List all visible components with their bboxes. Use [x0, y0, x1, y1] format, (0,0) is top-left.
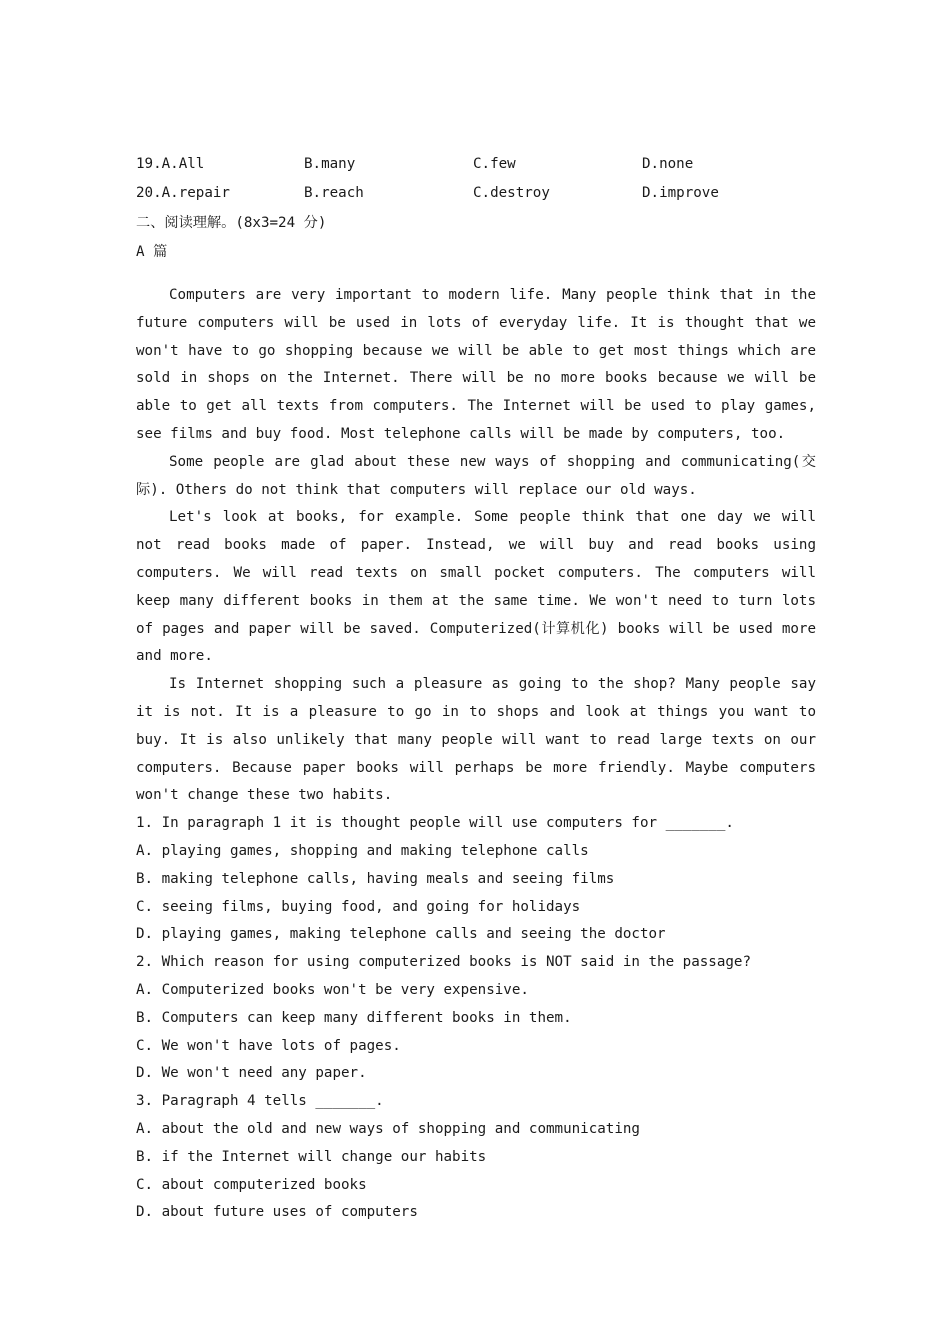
paragraph-4: Is Internet shopping such a pleasure as going to the shop? Many people say it is not. It is a pleasure to go in to shops and look at things you want to buy. It is also unlikely that many people will want to read large texts on our computers. Because paper books will perhaps be more friendly. Maybe computers won't change these two habits. — [136, 676, 816, 804]
section-title: 二、阅读理解。(8x3=24 分) — [136, 215, 327, 231]
paragraph-1: Computers are very important to modern life. Many people think that in the future computers will be used in lots of everyday life. It is thought that we won't have to go shopping because we will be able to get most things which are sold in shops on the Internet. There will be no more books because we will be able to get all texts from computers. The Internet will be used to play games, see films and buy food. Most telephone calls will be made by computers, too. — [136, 287, 816, 442]
question-3 — [136, 1088, 816, 1227]
q19-option-a — [136, 151, 304, 179]
paragraph-3: Let's look at books, for example. Some people think that one day we will not read books made of paper. Instead, we will buy and read books using computers. We will read texts on small pocket computers. The computers will keep many different books in them at the same time. We won't need to turn lots of pages and paper will be saved. Computerized(计算机化) books will be used more and more. — [136, 509, 816, 665]
q19-option-d: D.none — [642, 155, 694, 172]
question-3-option-c: C. about computerized books — [136, 1176, 367, 1193]
passage-body — [136, 282, 816, 810]
question-20-options — [136, 180, 816, 210]
question-3-option-b: B. if the Internet will change our habits — [136, 1148, 487, 1165]
q19-option-a-text: A.All — [161, 155, 205, 172]
paragraph-2: Some people are glad about these new ways of shopping and communicating(交际). Others do not think that computers will replace our old ways. — [136, 453, 816, 498]
q20-option-d: D.improve — [642, 185, 719, 202]
q19-number: 19. — [136, 155, 162, 172]
q20-option-b: B.reach — [304, 185, 364, 202]
question-3-option-a: A. about the old and new ways of shopping and communicating — [136, 1120, 640, 1137]
spacer — [136, 266, 816, 282]
question-3-option-d: D. about future uses of computers — [136, 1204, 418, 1221]
question-1-option-d: D. playing games, making telephone calls and seeing the doctor — [136, 926, 666, 943]
question-1-option-b: B. making telephone calls, having meals and seeing films — [136, 870, 615, 887]
question-2-option-b: B. Computers can keep many different books in them. — [136, 1009, 572, 1026]
question-2 — [136, 949, 816, 1088]
q19-option-c: C.few — [473, 155, 516, 172]
question-3-stem: 3. Paragraph 4 tells _______. — [136, 1093, 384, 1110]
q20-number: 20. — [136, 185, 162, 202]
question-2-option-d: D. We won't need any paper. — [136, 1065, 367, 1082]
q20-option-a-text: A.repair — [161, 185, 230, 202]
question-1 — [136, 810, 816, 949]
question-2-option-a: A. Computerized books won't be very expensive. — [136, 981, 529, 998]
q20-option-c: C.destroy — [473, 185, 550, 202]
question-2-stem: 2. Which reason for using computerized books is NOT said in the passage? — [136, 954, 751, 971]
question-1-stem: 1. In paragraph 1 it is thought people will use computers for _______. — [136, 815, 734, 832]
q20-option-a — [136, 180, 304, 208]
q19-option-b: B.many — [304, 155, 356, 172]
question-19-options — [136, 150, 816, 180]
document-page — [136, 150, 816, 1227]
question-2-option-c: C. We won't have lots of pages. — [136, 1037, 401, 1054]
question-1-option-a: A. playing games, shopping and making telephone calls — [136, 842, 589, 859]
passage-title: A 篇 — [136, 243, 168, 260]
question-1-option-c: C. seeing films, buying food, and going for holidays — [136, 898, 581, 915]
